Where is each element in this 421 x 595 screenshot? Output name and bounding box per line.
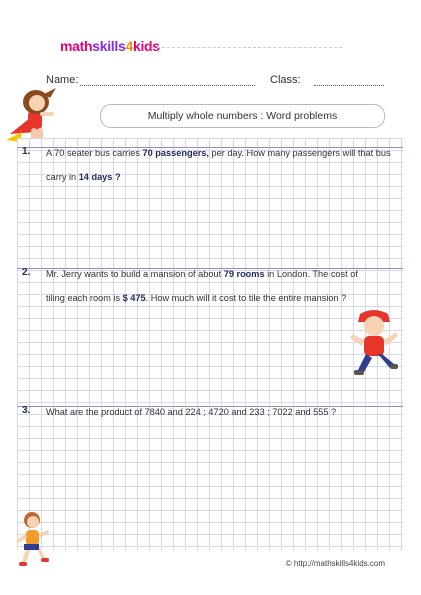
question-2-line-2 <box>46 293 346 303</box>
question-1-number: 1. <box>22 146 31 157</box>
question-2-text: in London. The cost of <box>264 269 358 279</box>
logo-part-4: 4 <box>125 38 133 54</box>
worksheet-title: Multiply whole numbers : Word problems <box>147 110 338 122</box>
question-2-highlight: 79 rooms <box>223 269 265 279</box>
class-field[interactable] <box>314 85 384 86</box>
question-1-text: per day. How many passengers will that bus <box>208 148 391 158</box>
question-2-text: Mr. Jerry wants to build a mansion of about <box>46 269 224 279</box>
question-1-text: carry in <box>46 172 79 182</box>
footer-url: © http://mathskills4kids.com <box>285 559 385 568</box>
jumping-boy-illustration <box>348 308 400 380</box>
question-3-number: 3. <box>22 405 31 416</box>
worksheet-title-box <box>100 104 385 128</box>
worksheet-grid <box>17 138 403 550</box>
logo-part-skills: skills <box>92 38 126 54</box>
running-girl-illustration <box>12 510 52 572</box>
name-field[interactable] <box>80 85 255 86</box>
question-1-highlight: 14 days ? <box>78 172 121 182</box>
question-1-highlight: 70 passengers, <box>142 148 209 158</box>
site-logo <box>60 38 160 54</box>
name-label: Name: <box>46 74 79 86</box>
question-2-line-1 <box>46 269 358 279</box>
question-1-line-2 <box>46 172 121 182</box>
logo-part-math: math <box>60 38 93 54</box>
question-1-text: A 70 seater bus carries <box>46 148 143 158</box>
question-2-text: tiling each room is <box>46 293 123 303</box>
question-2-text: . How much will it cost to tile the entire mansion ? <box>145 293 347 303</box>
logo-divider <box>152 47 342 48</box>
question-1-line-1 <box>46 148 391 158</box>
logo-part-kids: kids <box>132 38 160 54</box>
question-2-highlight: $ 475 <box>122 293 146 303</box>
question-3-text: What are the product of 7840 and 224 ; 4720 and 233 ; 7022 and 555 ? <box>46 407 337 417</box>
question-3-line-1 <box>46 407 336 417</box>
class-label: Class: <box>270 74 301 86</box>
question-2-number: 2. <box>22 267 31 278</box>
